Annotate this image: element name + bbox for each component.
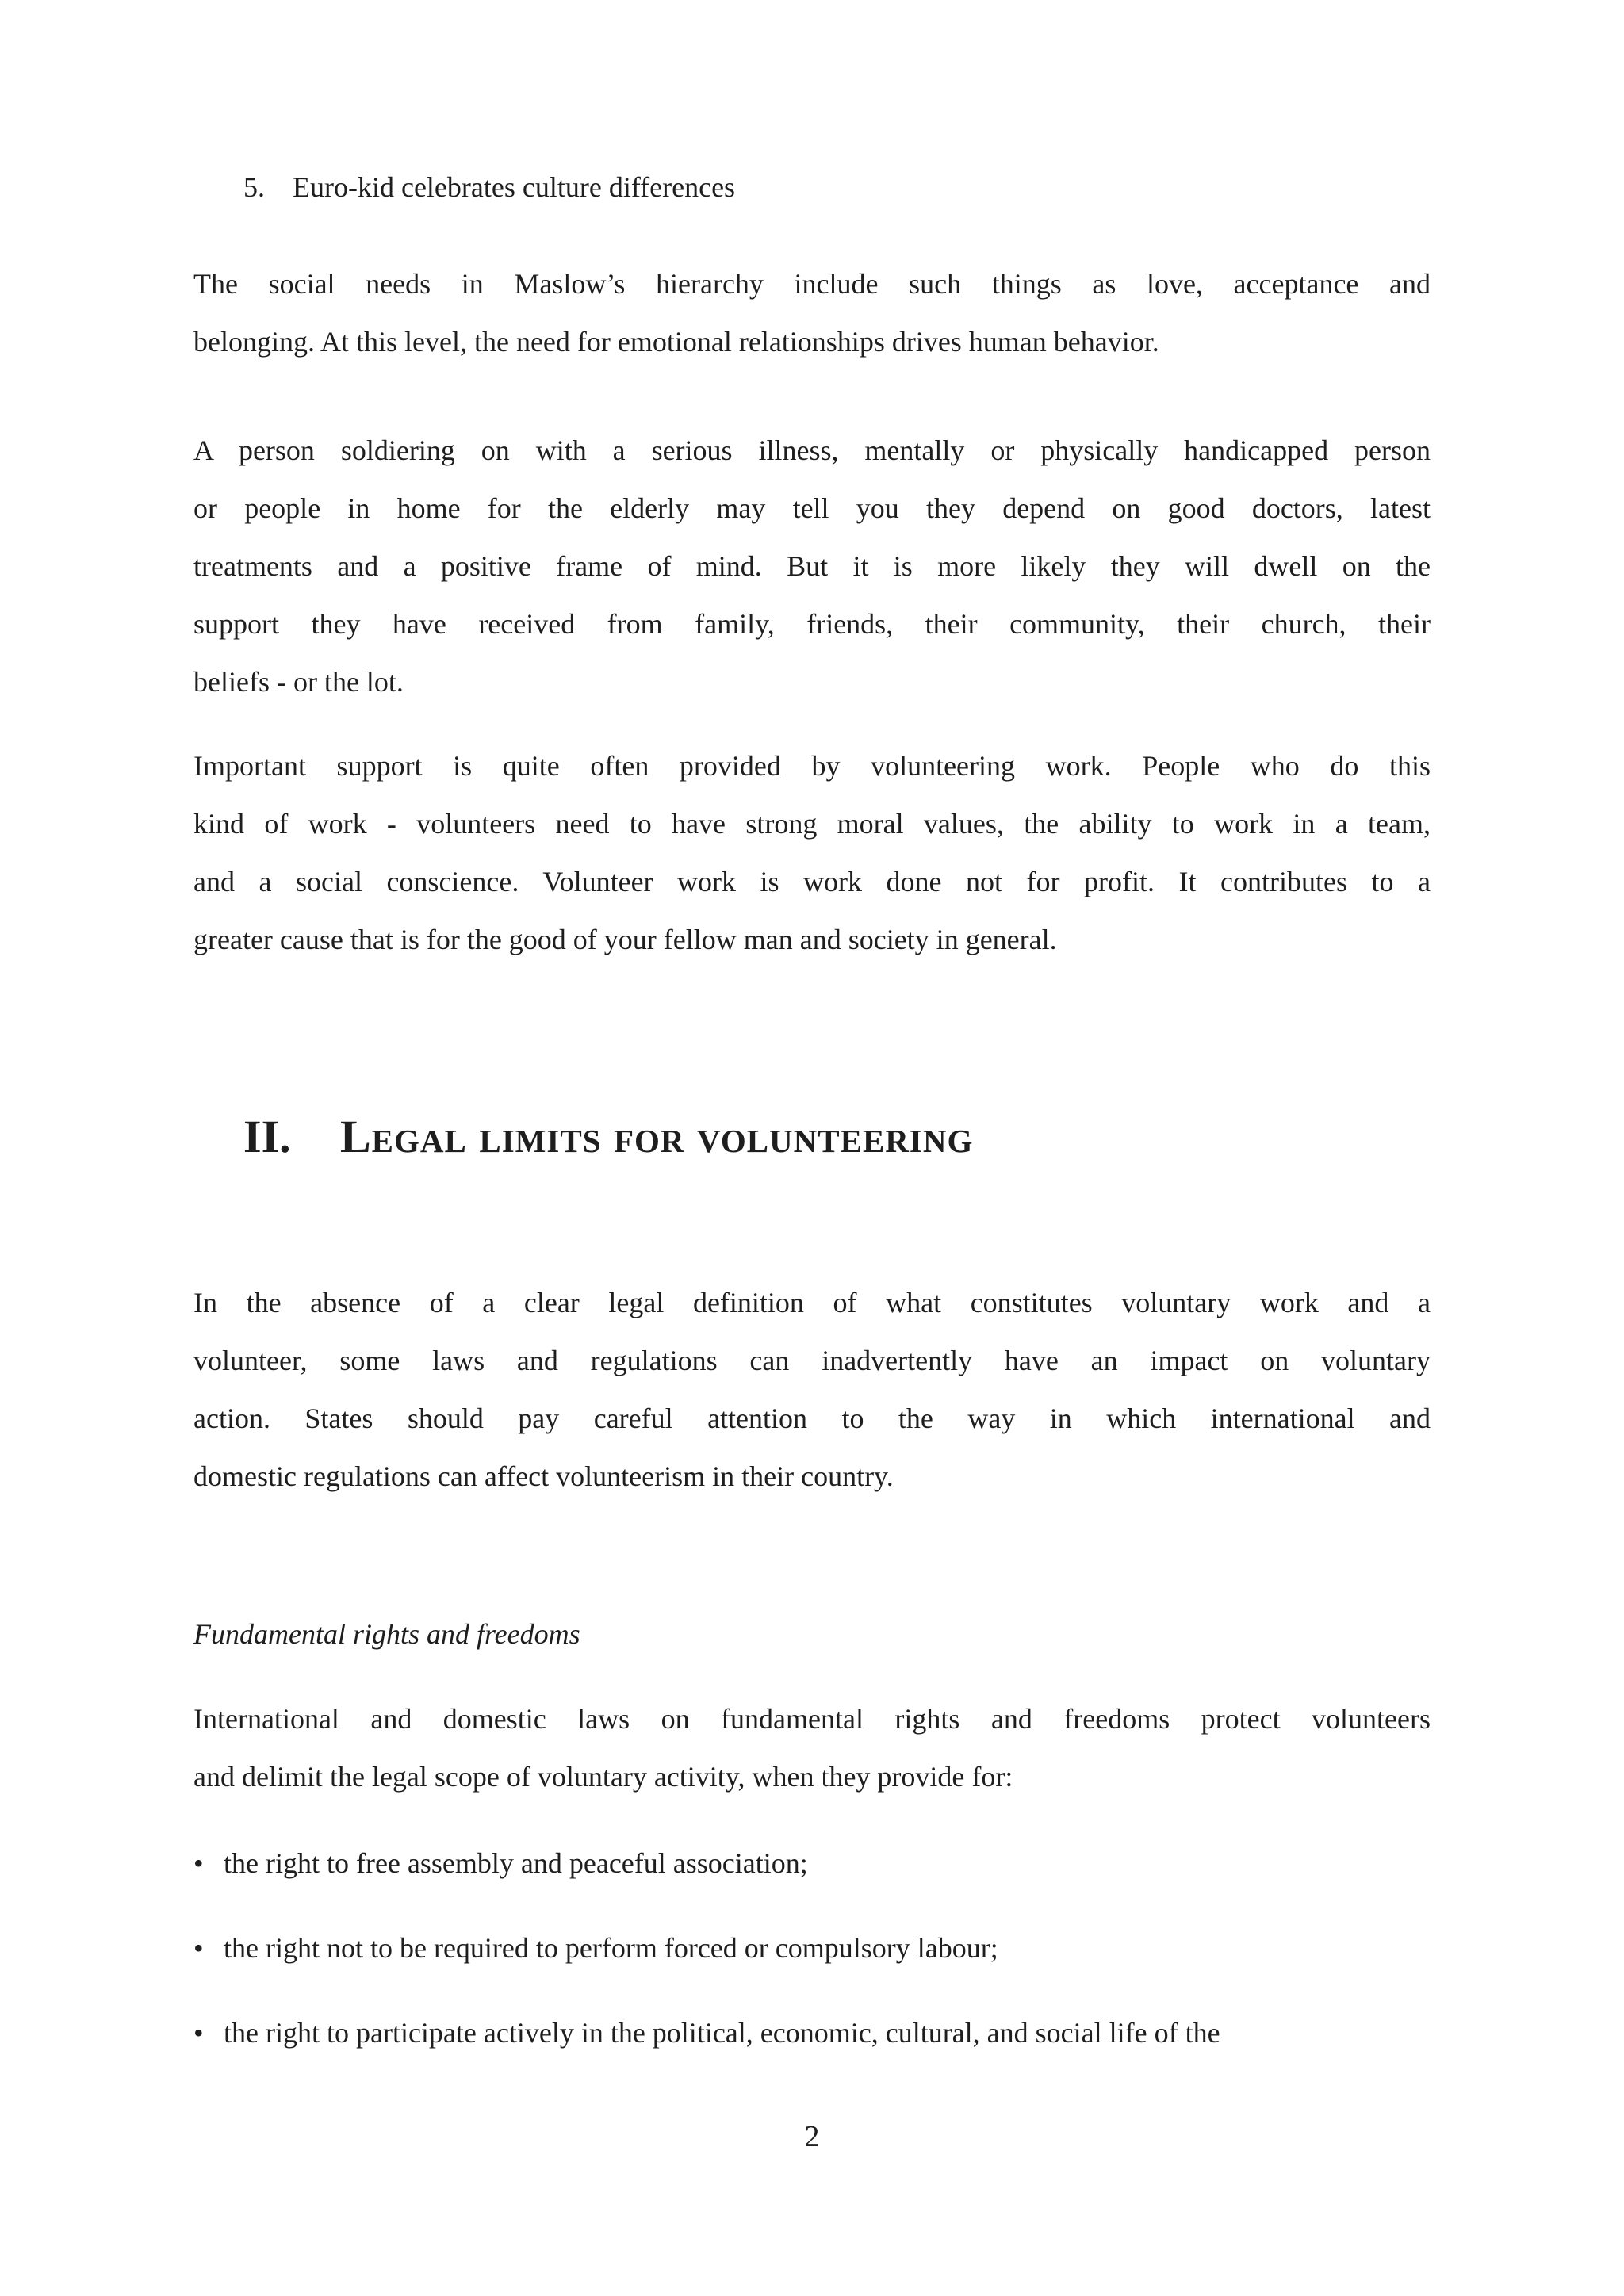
paragraph-line: support they have received from family, friends, their community, their church, their (193, 608, 1431, 640)
subsection-heading: Fundamental rights and freedoms (193, 1618, 580, 1650)
paragraph-line: A person soldiering on with a serious illness, mentally or physically handicapped person (193, 434, 1431, 466)
bullet-item (193, 2004, 1431, 2062)
paragraph-line: greater cause that is for the good of your fellow man and society in general. (193, 924, 1057, 955)
page-number: 2 (804, 2120, 820, 2153)
section-heading-title: Legal limits for volunteering (340, 1111, 974, 1162)
numbered-list-item (243, 159, 1431, 216)
paragraph-line: action. States should pay careful attention to the way in which international and (193, 1402, 1431, 1434)
bullet-item (193, 1919, 1431, 1977)
paragraph-line: or people in home for the elderly may tell you they depend on good doctors, latest (193, 492, 1431, 524)
paragraph-line: volunteer, some laws and regulations can inadvertently have an impact on voluntary (193, 1345, 1431, 1376)
paragraph-line: kind of work - volunteers need to have strong moral values, the ability to work in a team, (193, 808, 1431, 840)
paragraph-line: beliefs - or the lot. (193, 666, 404, 698)
paragraph-social-needs (193, 255, 1431, 371)
bullet-text: the right not to be required to perform forced or compulsory labour; (224, 1932, 998, 1964)
paragraph-line: The social needs in Maslow’s hierarchy include such things as love, acceptance and (193, 268, 1431, 300)
paragraph-line: belonging. At this level, the need for emotional relationships drives human behavior. (193, 326, 1159, 358)
bullet-icon: • (193, 1932, 204, 1964)
paragraph-important-support (193, 737, 1431, 969)
paragraph-line: treatments and a positive frame of mind. But it is more likely they will dwell on the (193, 550, 1431, 582)
paragraph-subsection-intro (193, 1690, 1431, 1806)
bullet-item (193, 1835, 1431, 1892)
section-heading (243, 1105, 1431, 1169)
section-heading-numeral: II. (243, 1111, 291, 1162)
paragraph-line: domestic regulations can affect volunteerism in their country. (193, 1460, 894, 1492)
paragraph-section-intro (193, 1274, 1431, 1506)
bullet-text: the right to participate actively in the political, economic, cultural, and social life of the (224, 2017, 1220, 2049)
bullet-icon: • (193, 2017, 204, 2049)
bullet-text: the right to free assembly and peaceful association; (224, 1847, 808, 1879)
paragraph-soldiering-on (193, 422, 1431, 711)
list-item-number: 5. (243, 171, 265, 203)
paragraph-line: and a social conscience. Volunteer work is work done not for profit. It contributes to a (193, 866, 1431, 897)
paragraph-line: In the absence of a clear legal definition of what constitutes voluntary work and a (193, 1287, 1431, 1318)
bullet-icon: • (193, 1847, 204, 1879)
paragraph-line: International and domestic laws on fundamental rights and freedoms protect volunteers (193, 1703, 1431, 1735)
list-item-text: Euro-kid celebrates culture differences (293, 171, 736, 203)
paragraph-line: Important support is quite often provided by volunteering work. People who do this (193, 750, 1431, 782)
paragraph-line: and delimit the legal scope of voluntary activity, when they provide for: (193, 1761, 1013, 1793)
